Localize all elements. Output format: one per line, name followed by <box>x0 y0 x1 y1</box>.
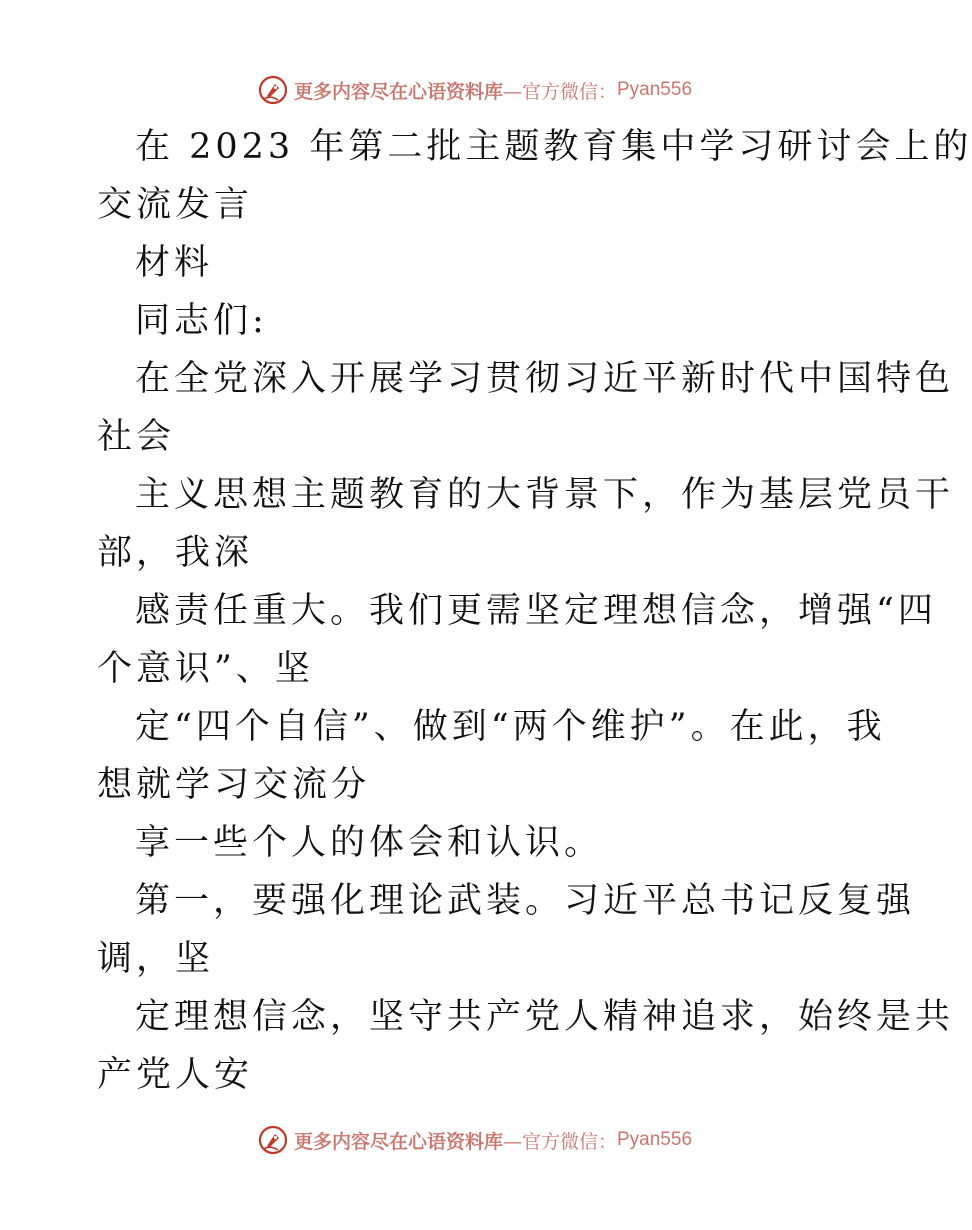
text-line: 主义思想主题教育的大背景下，作为基层党员干 <box>135 475 955 515</box>
text-line: 材料 <box>135 243 214 283</box>
pen-nib-logo-icon <box>258 1125 288 1155</box>
title-line-2: 交流发言 <box>97 185 254 225</box>
banner-wechat-label: —官方微信： <box>502 1130 617 1153</box>
text-line: 感责任重大。我们更需坚定理想信念，增强“四 <box>135 591 937 631</box>
banner-wechat-id: Pyan556 <box>617 1129 693 1150</box>
text-line: 部，我深 <box>97 533 254 573</box>
text-line: 调，坚 <box>97 939 215 979</box>
document-body <box>97 118 972 1104</box>
banner-wechat-label: —官方微信： <box>502 80 617 103</box>
footer-banner <box>0 1120 950 1160</box>
text-line: 社会 <box>97 417 176 457</box>
text-line: 个意识”、坚 <box>97 649 314 689</box>
text-line: 第一，要强化理论武装。习近平总书记反复强 <box>135 881 916 921</box>
text-line: 在全党深入开展学习贯彻习近平新时代中国特色 <box>135 359 955 399</box>
salutation: 同志们: <box>135 301 268 341</box>
banner-site-text: 更多内容尽在心语资料库 <box>293 1130 503 1153</box>
pen-nib-logo-icon <box>258 75 288 105</box>
banner-wechat-id: Pyan556 <box>617 79 693 100</box>
header-banner <box>0 70 950 110</box>
banner-site-text: 更多内容尽在心语资料库 <box>293 80 503 103</box>
text-line: 定理想信念，坚守共产党人精神追求，始终是共 <box>135 997 955 1037</box>
title-line-1: 在 2023 年第二批主题教育集中学习研讨会上的 <box>135 127 972 167</box>
text-line: 享一些个人的体会和认识。 <box>135 823 604 863</box>
text-line: 定“四个自信”、做到“两个维护”。在此，我 <box>135 707 886 747</box>
text-line: 产党人安 <box>97 1055 254 1095</box>
text-line: 想就学习交流分 <box>97 765 371 805</box>
